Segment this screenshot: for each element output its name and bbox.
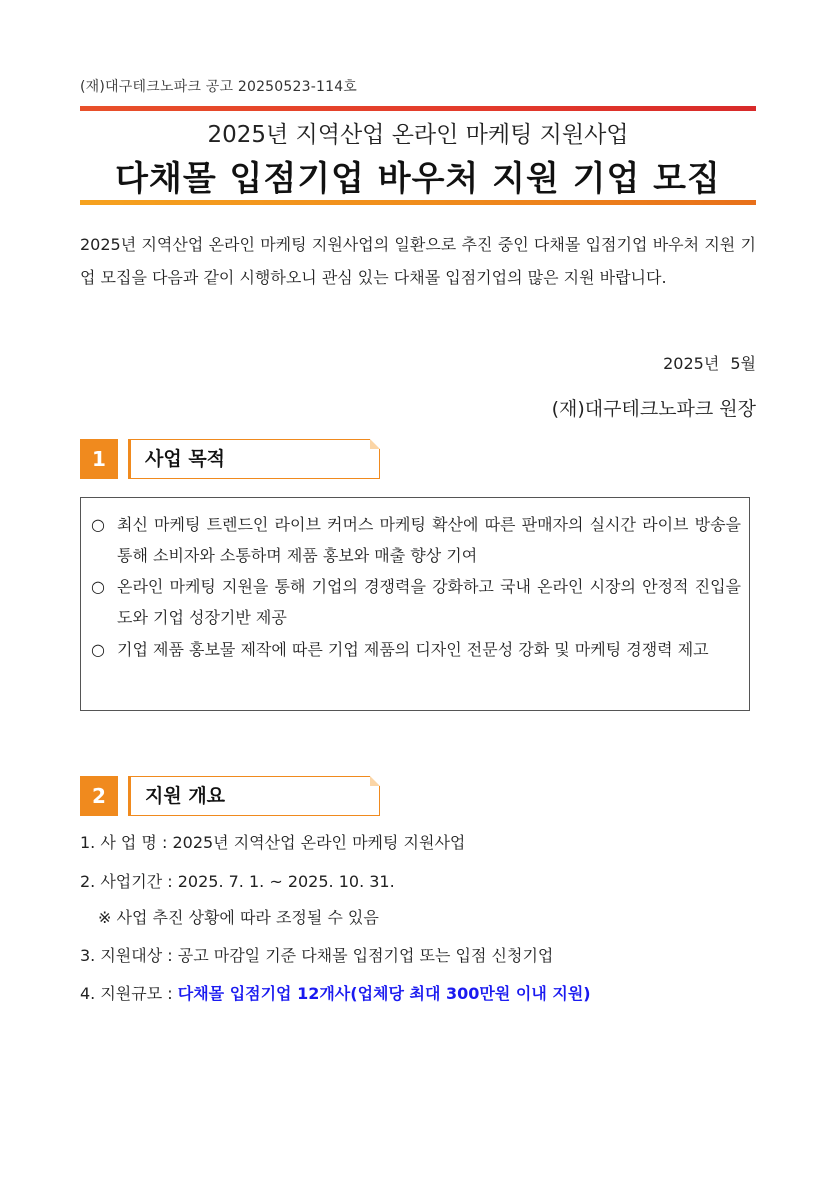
title-top-rule xyxy=(80,106,756,111)
purpose-item-text: 기업 제품 홍보물 제작에 따른 기업 제품의 디자인 전문성 강화 및 마케팅 경쟁력 제고 xyxy=(117,640,709,659)
circle-bullet-icon: ○ xyxy=(91,640,105,659)
circle-bullet-icon: ○ xyxy=(91,577,105,596)
section-1-number: 1 xyxy=(80,439,118,479)
purpose-item-text: 최신 마케팅 트렌드인 라이브 커머스 마케팅 확산에 따른 판매자의 실시간 라이브 방송을 통해 소비자와 소통하며 제품 홍보와 매출 향상 기여 xyxy=(117,515,741,565)
issuing-organization: (재)대구테크노파크 원장 xyxy=(551,398,756,420)
overview-item-target: 3. 지원대상 : 공고 마감일 기준 다채몰 입점기업 또는 입점 신청기업 xyxy=(80,946,554,965)
section-2-label-box xyxy=(128,776,380,816)
purpose-box xyxy=(80,497,750,711)
section-2-label: 지원 개요 xyxy=(145,785,226,807)
section-2-number: 2 xyxy=(80,776,118,816)
section-1-label-box xyxy=(128,439,380,479)
purpose-item xyxy=(91,571,741,633)
corner-fold-icon xyxy=(370,439,380,449)
notice-date: 2025년 5월 xyxy=(663,354,756,373)
purpose-item-text: 온라인 마케팅 지원을 통해 기업의 경쟁력을 강화하고 국내 온라인 시장의 안정적 진입을 도와 기업 성장기반 제공 xyxy=(117,577,741,627)
title-sub: 2025년 지역산업 온라인 마케팅 지원사업 xyxy=(207,122,629,148)
purpose-item xyxy=(91,634,741,665)
notice-number: (재)대구테크노파크 공고 20250523-114호 xyxy=(80,79,358,95)
title-bottom-rule xyxy=(80,200,756,205)
overview-item-period: 2. 사업기간 : 2025. 7. 1. ~ 2025. 10. 31. xyxy=(80,872,395,891)
overview-item-scale xyxy=(80,981,591,1004)
overview-note: ※ 사업 추진 상황에 따라 조정될 수 있음 xyxy=(98,908,379,927)
corner-fold-icon xyxy=(370,776,380,786)
support-scale-highlight: 다채몰 입점기업 12개사(업체당 최대 300만원 이내 지원) xyxy=(177,984,591,1003)
circle-bullet-icon: ○ xyxy=(91,515,105,534)
overview-item-scale-label: 4. 지원규모 : xyxy=(80,984,178,1003)
intro-paragraph: 2025년 지역산업 온라인 마케팅 지원사업의 일환으로 추진 중인 다채몰 입점기업 바우처 지원 기업 모집을 다음과 같이 시행하오니 관심 있는 다채몰 입점기업의 많은 지원 바랍니다. xyxy=(80,235,756,287)
page-title: 다채몰 입점기업 바우처 지원 기업 모집 xyxy=(115,159,721,199)
section-1-label: 사업 목적 xyxy=(145,448,226,470)
overview-item-project-name: 1. 사 업 명 : 2025년 지역산업 온라인 마케팅 지원사업 xyxy=(80,833,466,852)
purpose-item xyxy=(91,509,741,571)
